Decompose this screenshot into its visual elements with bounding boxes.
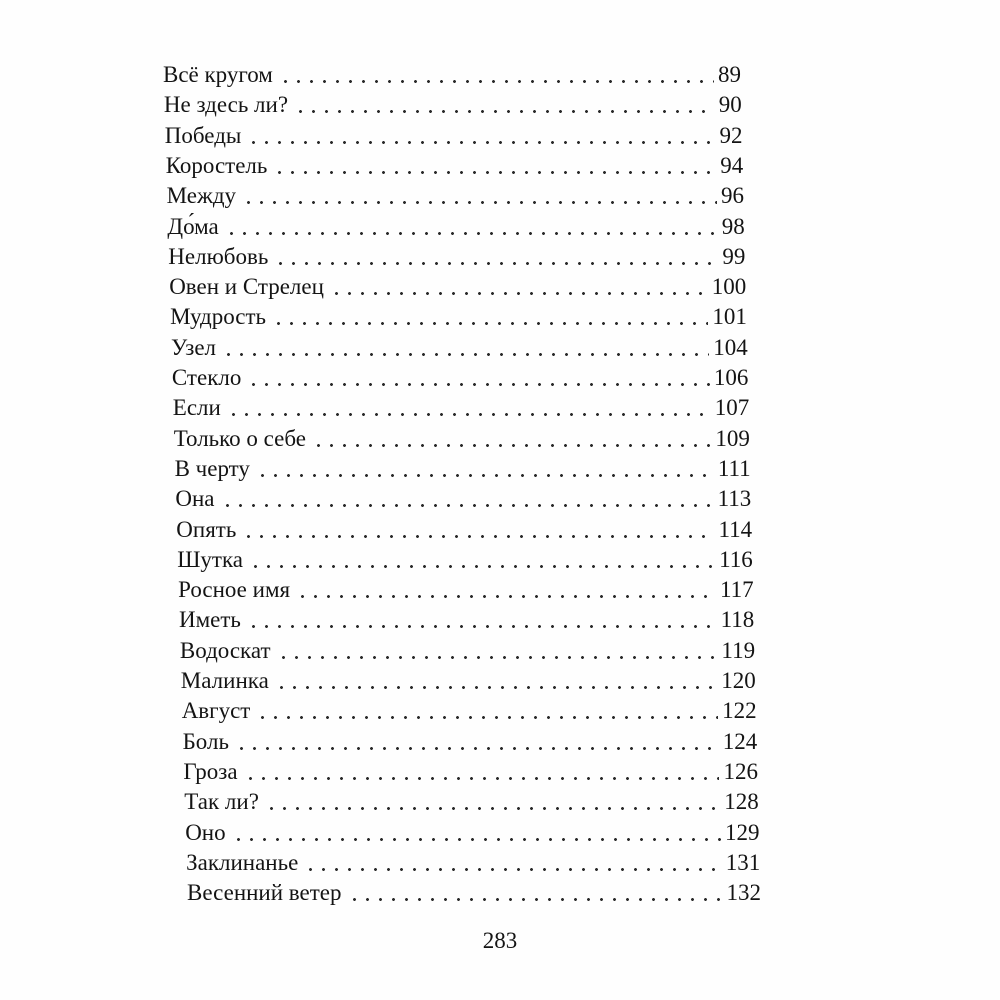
- toc-entry-page: 96: [720, 183, 744, 209]
- toc-dot-leader: [263, 789, 722, 815]
- toc-entry-title: До́ма: [167, 213, 219, 239]
- toc-entry: [172, 361, 749, 391]
- toc-entry-page: 90: [718, 92, 742, 118]
- toc-entry: [170, 300, 747, 330]
- toc-entry: [167, 210, 744, 240]
- toc-entry-page: 113: [717, 486, 752, 512]
- toc-entry: [183, 725, 758, 755]
- toc-entry-page: 118: [720, 607, 755, 633]
- toc-entry-title: Так ли?: [184, 789, 259, 815]
- toc-dot-leader: [271, 153, 718, 179]
- toc-entry: [182, 694, 757, 724]
- toc-dot-leader: [254, 456, 716, 482]
- toc-entry-title: Весенний ветер: [187, 880, 342, 906]
- toc-dot-leader: [240, 517, 716, 543]
- toc-entry: [179, 603, 754, 633]
- toc-entry-title: Победы: [164, 122, 242, 148]
- toc-entry-title: Водоскат: [179, 637, 271, 663]
- toc-entry-page: 107: [714, 395, 750, 421]
- toc-entry-page: 117: [719, 577, 754, 603]
- toc-entry-title: Гроза: [183, 758, 238, 784]
- toc-dot-leader: [245, 365, 712, 391]
- toc-dot-leader: [328, 274, 710, 300]
- toc-entry-title: Опять: [176, 516, 237, 542]
- toc-entry-page: 111: [717, 455, 751, 481]
- toc-dot-leader: [346, 880, 725, 906]
- toc-entry: [176, 513, 752, 543]
- toc-dot-leader: [230, 820, 723, 846]
- toc-entry-page: 106: [713, 365, 749, 390]
- toc-dot-leader: [240, 183, 719, 209]
- toc-dot-leader: [247, 547, 717, 573]
- toc-entry: [178, 573, 754, 603]
- toc-entry-page: 119: [721, 637, 756, 663]
- toc-entry-page: 116: [719, 546, 753, 572]
- toc-entry: [164, 88, 742, 118]
- toc-dot-leader: [254, 698, 720, 724]
- toc-entry-title: Оно: [185, 819, 226, 845]
- toc-dot-leader: [223, 214, 720, 240]
- toc-dot-leader: [275, 638, 720, 664]
- toc-entry-page: 129: [724, 819, 760, 845]
- toc-entry-title: Если: [172, 395, 221, 421]
- toc-entry-title: Август: [181, 698, 251, 724]
- toc-entry-page: 124: [722, 728, 758, 754]
- toc-dot-leader: [310, 426, 713, 452]
- toc-dot-leader: [219, 486, 716, 512]
- toc-entry-page: 94: [720, 152, 744, 178]
- toc-entry-title: Боль: [182, 728, 229, 754]
- toc-entry-title: Заклинанье: [186, 849, 299, 875]
- toc-dot-leader: [220, 335, 711, 361]
- toc-entry-page: 114: [718, 516, 753, 542]
- toc-entry-title: Нелюбовь: [168, 243, 269, 269]
- page-number: 283: [482, 928, 518, 953]
- toc-dot-leader: [273, 668, 720, 694]
- toc-dot-leader: [245, 607, 719, 633]
- toc-entry-page: 89: [718, 62, 741, 87]
- toc-entry-title: Только о себе: [173, 425, 306, 451]
- toc-dot-leader: [277, 62, 716, 88]
- toc-entry: [175, 482, 751, 512]
- toc-entry-page: 104: [713, 334, 748, 360]
- toc-entry-page: 100: [711, 274, 747, 300]
- toc-entry-title: Мудрость: [170, 304, 267, 330]
- toc-entry: [180, 634, 755, 664]
- toc-entry-page: 98: [721, 213, 745, 239]
- toc-entry-title: Не здесь ли?: [163, 92, 289, 118]
- toc-entry-title: Шутка: [177, 546, 243, 572]
- toc-entry-page: 109: [715, 425, 750, 451]
- toc-entry: [183, 755, 758, 785]
- toc-entry: [173, 391, 749, 421]
- toc-entry-title: Стекло: [171, 365, 242, 390]
- toc-entry-title: Коростель: [165, 152, 268, 178]
- toc-entry: [163, 58, 741, 88]
- toc-dot-leader: [245, 123, 717, 149]
- toc-dot-leader: [272, 244, 720, 270]
- toc-entry: [166, 149, 744, 179]
- toc-entry-title: В черту: [174, 455, 250, 481]
- toc-entry: [165, 119, 743, 149]
- toc-entry-page: 120: [721, 668, 756, 693]
- toc-entry-title: Росное имя: [178, 577, 291, 603]
- toc-entry: [167, 179, 744, 209]
- toc-entry-title: Она: [175, 486, 215, 512]
- toc-entry-page: 132: [726, 880, 761, 906]
- toc-entry: [175, 452, 751, 482]
- toc-entry-title: Малинка: [180, 668, 269, 693]
- toc-entry: [169, 270, 746, 300]
- toc-entry: [185, 816, 759, 846]
- toc-entry: [177, 543, 753, 573]
- toc-entry: [171, 331, 748, 361]
- toc-entry: [186, 846, 760, 876]
- toc-entry: [174, 422, 750, 452]
- toc-entry-page: 126: [723, 758, 758, 784]
- toc-dot-leader: [225, 395, 713, 421]
- toc-entry-page: 131: [725, 849, 761, 875]
- toc-dot-leader: [292, 92, 717, 118]
- toc-entry-title: Между: [166, 183, 237, 209]
- toc-entry-title: Узел: [171, 334, 217, 360]
- toc-entry: [184, 785, 758, 815]
- toc-entry: [187, 876, 761, 906]
- toc-dot-leader: [270, 304, 710, 330]
- toc-entry-page: 128: [724, 789, 759, 815]
- toc-entry-page: 99: [722, 243, 746, 269]
- toc-entry-page: 101: [712, 304, 747, 330]
- toc-entry-title: Овен и Стрелец: [169, 274, 324, 300]
- toc-entry: [181, 664, 756, 694]
- toc-entry: [168, 240, 745, 270]
- toc-entry-page: 92: [719, 122, 743, 148]
- toc-entry-title: Всё кругом: [163, 62, 273, 87]
- toc-entry-page: 122: [722, 698, 757, 724]
- toc-dot-leader: [294, 577, 718, 603]
- toc-dot-leader: [242, 759, 722, 785]
- toc-dot-leader: [233, 729, 721, 755]
- toc-entry-title: Иметь: [179, 607, 241, 633]
- table-of-contents: [0, 58, 1000, 908]
- toc-dot-leader: [302, 850, 723, 876]
